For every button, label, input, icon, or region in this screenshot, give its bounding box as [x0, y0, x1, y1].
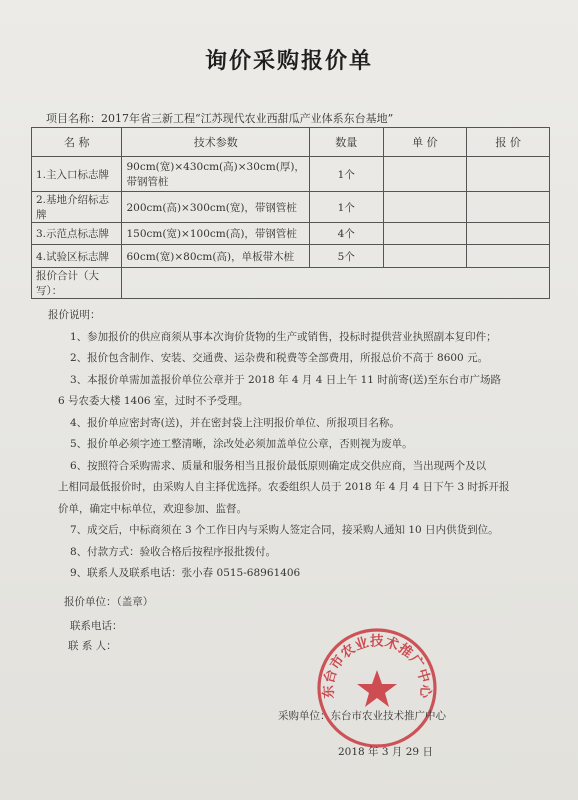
table-header-row: [32, 128, 550, 157]
table-row: [32, 192, 550, 223]
cell-unit-price: [383, 192, 467, 223]
seal-text: 东台市农业技术推广中心: [320, 633, 434, 699]
table-row: [32, 245, 550, 268]
note-item: 6、按照符合采购需求、质量和服务相当且报价最低原则确定成交供应商，当出现两个及以: [70, 459, 487, 472]
table-row: [32, 157, 550, 192]
contact-phone-label: 联系电话：: [70, 620, 123, 632]
cell-unit-price: [383, 223, 467, 245]
col-header-spec: 技术参数: [122, 128, 309, 157]
cell-spec: 90cm(宽)×430cm(高)×30cm(厚)，带钢管桩: [122, 157, 309, 192]
project-name-line: 项目名称：2017年省三新工程“江苏现代农业西甜瓜产业体系东台基地”: [46, 112, 394, 125]
note-item-continued: 6 号农委大楼 1406 室，过时不予受理。: [58, 395, 249, 407]
total-label: 报价合计（大写）：: [32, 268, 122, 299]
buyer-unit-line: 采购单位：东台市农业技术推广中心: [278, 710, 446, 722]
cell-spec: 60cm(宽)×80cm(高)，单板带木桩: [122, 245, 309, 268]
cell-qty: 4个: [309, 223, 383, 245]
note-item: 2、报价包含制作、安装、交通费、运杂费和税费等全部费用，所报总价不高于 8600 元。: [70, 352, 489, 364]
cell-name: 1.主入口标志牌: [32, 157, 122, 192]
quote-notes: [48, 305, 548, 585]
contact-person-label: 联 系 人：: [68, 640, 117, 652]
cell-qty: 5个: [309, 245, 383, 268]
notes-heading: 报价说明：: [48, 309, 101, 321]
cell-total-price: [467, 157, 550, 192]
col-header-total-price: 报 价: [467, 128, 550, 157]
note-item: 5、报价单必须字迹工整清晰，涂改处必须加盖单位公章，否则视为废单。: [70, 438, 413, 450]
cell-unit-price: [383, 245, 467, 268]
table-total-row: [32, 268, 550, 299]
note-item-continued: 上相同最低报价时，由采购人自主择优选择。农委组织人员于 2018 年 4 月 4 日下午 3 时拆开报: [58, 481, 510, 493]
star-icon: [357, 670, 397, 707]
total-value-field: [122, 268, 550, 299]
cell-spec: 150cm(宽)×100cm(高)，带钢管桩: [122, 223, 309, 245]
cell-name: 2.基地介绍标志牌: [32, 192, 122, 223]
issue-date: 2018 年 3 月 29 日: [338, 746, 433, 758]
cell-total-price: [467, 223, 550, 245]
cell-spec: 200cm(高)×300cm(宽)，带钢管桩: [122, 192, 309, 223]
col-header-qty: 数量: [309, 128, 383, 157]
col-header-name: 名 称: [32, 128, 122, 157]
note-item: 3、本报价单需加盖报价单位公章并于 2018 年 4 月 4 日上午 11 时前寄(送)至东台市广场路: [70, 373, 502, 386]
note-item: 4、报价单应密封寄(送)，并在密封袋上注明报价单位、所报项目名称。: [70, 416, 400, 429]
cell-total-price: [467, 192, 550, 223]
official-seal-stamp: [315, 626, 439, 750]
note-item: 9、联系人及联系电话：张小春 0515-68961406: [70, 567, 301, 579]
cell-qty: 1个: [309, 192, 383, 223]
cell-name: 3.示范点标志牌: [32, 223, 122, 245]
note-item-continued: 价单，确定中标单位，欢迎参加、监督。: [58, 502, 247, 515]
note-item: 7、成交后，中标商须在 3 个工作日内与采购人签定合同，接采购人通知 10 日内供货到位。: [70, 524, 499, 536]
note-item: 8、付款方式：验收合格后按程序报批拨付。: [70, 545, 277, 558]
cell-qty: 1个: [309, 157, 383, 192]
note-item: 1、参加报价的供应商须从事本次询价货物的生产或销售，投标时提供营业执照副本复印件；: [70, 330, 497, 343]
col-header-unit-price: 单 价: [383, 128, 467, 157]
cell-unit-price: [383, 157, 467, 192]
cell-total-price: [467, 245, 550, 268]
page-title: 询价采购报价单: [204, 49, 373, 74]
table-row: [32, 223, 550, 245]
cell-name: 4.试验区标志牌: [32, 245, 122, 268]
quote-table: [31, 127, 550, 299]
bidder-unit-label: 报价单位：（盖章）: [64, 596, 154, 608]
